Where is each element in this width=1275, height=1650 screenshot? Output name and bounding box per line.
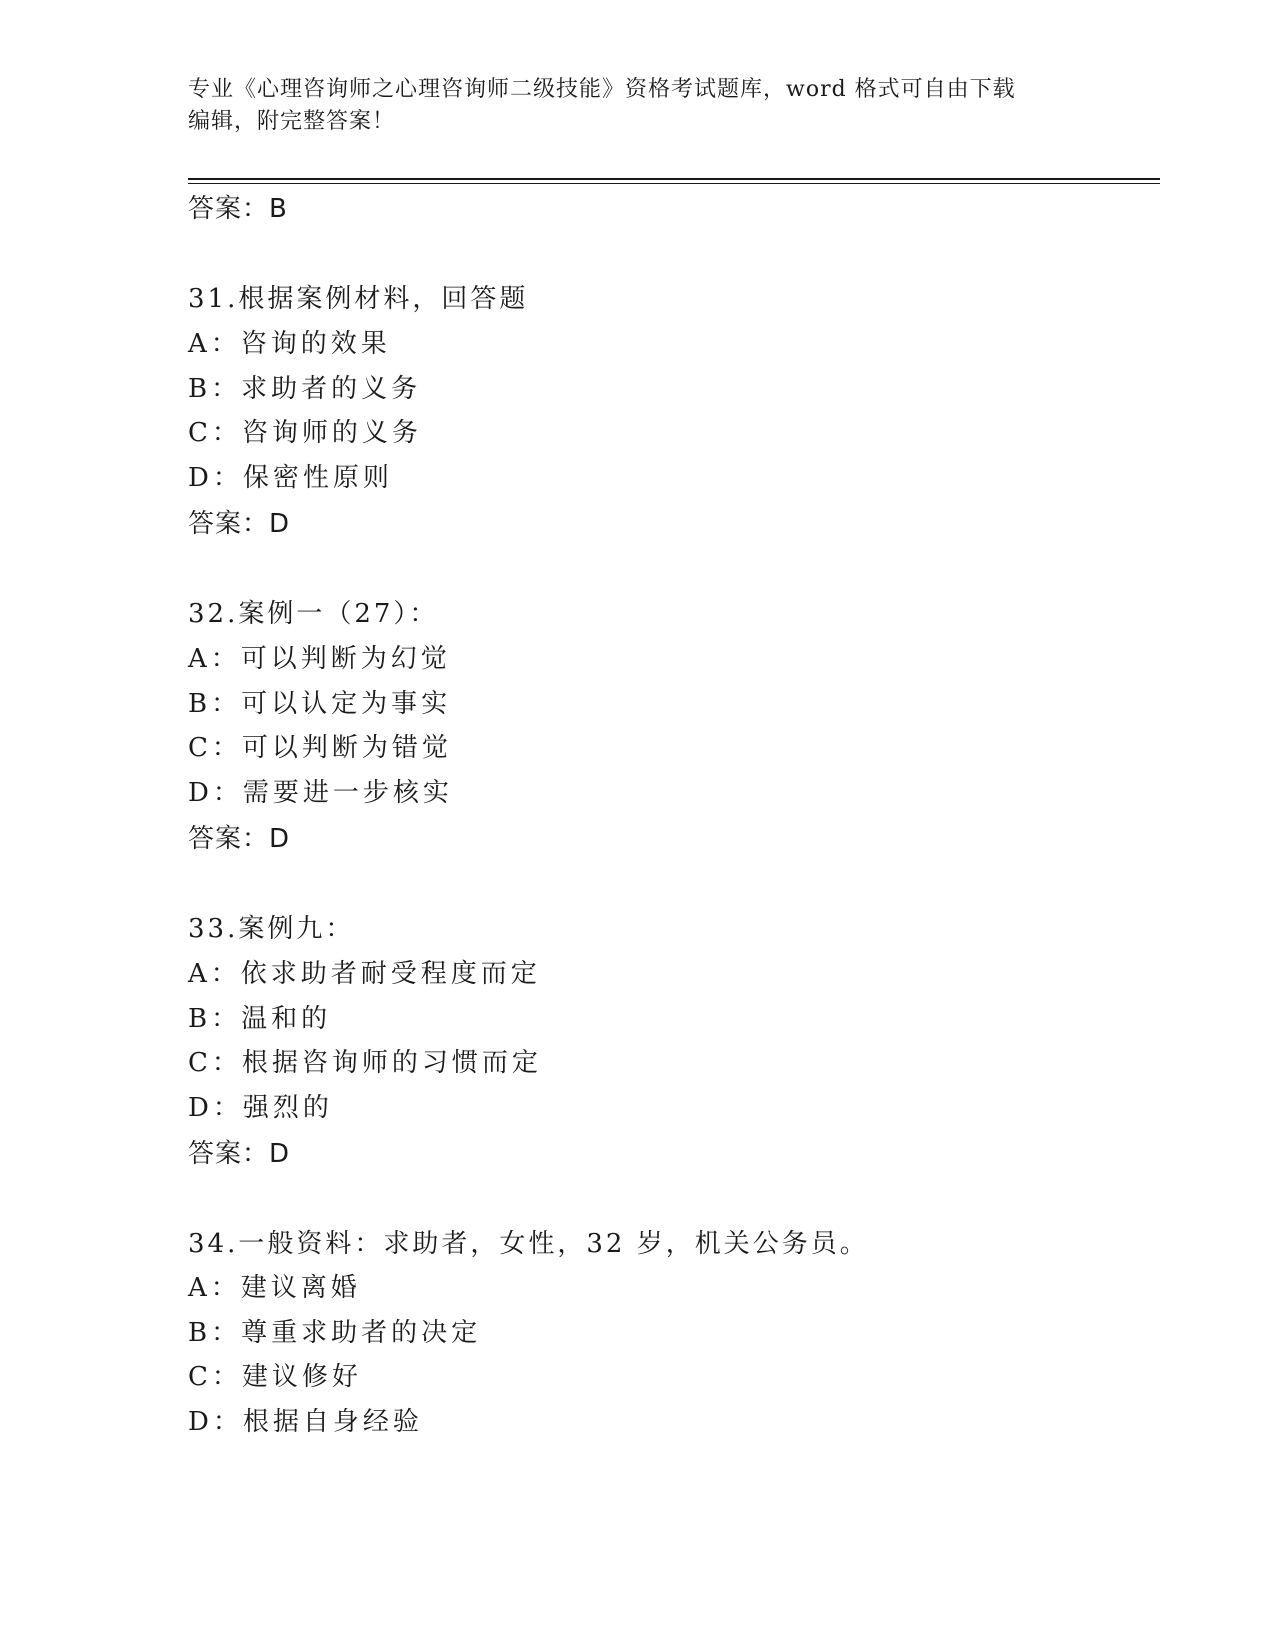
question-34-title: 34.一般资料：求助者，女性，32 岁，机关公务员。 xyxy=(188,1229,869,1259)
question-32-title: 32.案例一（27）： xyxy=(188,599,439,629)
header-rule-thick xyxy=(188,178,1160,180)
previous-answer: 答案：B xyxy=(188,194,288,224)
header-rule-thin xyxy=(188,183,1160,184)
question-32-option-b: B：可以认定为事实 xyxy=(188,689,452,719)
question-31-option-a: A：咨询的效果 xyxy=(188,329,391,359)
question-31-option-c: C：咨询师的义务 xyxy=(188,418,422,448)
header-line-1: 专业《心理咨询师之心理咨询师二级技能》资格考试题库，word 格式可自由下载 xyxy=(188,77,1016,102)
question-34-option-c: C：建议修好 xyxy=(188,1362,362,1392)
question-33-option-a: A：依求助者耐受程度而定 xyxy=(188,959,541,989)
question-32-option-d: D：需要进一步核实 xyxy=(188,778,453,808)
question-33-option-d: D：强烈的 xyxy=(188,1093,333,1123)
header-line-2: 编辑，附完整答案！ xyxy=(188,109,396,134)
question-33-option-b: B：温和的 xyxy=(188,1004,332,1034)
question-33-option-c: C：根据咨询师的习惯而定 xyxy=(188,1048,542,1078)
document-header xyxy=(188,74,1088,138)
question-31-answer: 答案：D xyxy=(188,509,291,539)
question-32-option-a: A：可以判断为幻觉 xyxy=(188,644,451,674)
question-31-option-b: B：求助者的义务 xyxy=(188,374,422,404)
question-34-option-b: B：尊重求助者的决定 xyxy=(188,1318,482,1348)
question-31-title: 31.根据案例材料，回答题 xyxy=(188,284,529,314)
question-32-answer: 答案：D xyxy=(188,824,291,854)
question-32-option-c: C：可以判断为错觉 xyxy=(188,733,452,763)
question-34-option-a: A：建议离婚 xyxy=(188,1273,361,1303)
question-33-title: 33.案例九： xyxy=(188,914,355,944)
question-34-option-d: D：根据自身经验 xyxy=(188,1407,423,1437)
question-33-answer: 答案：D xyxy=(188,1139,291,1169)
question-31-option-d: D：保密性原则 xyxy=(188,463,393,493)
